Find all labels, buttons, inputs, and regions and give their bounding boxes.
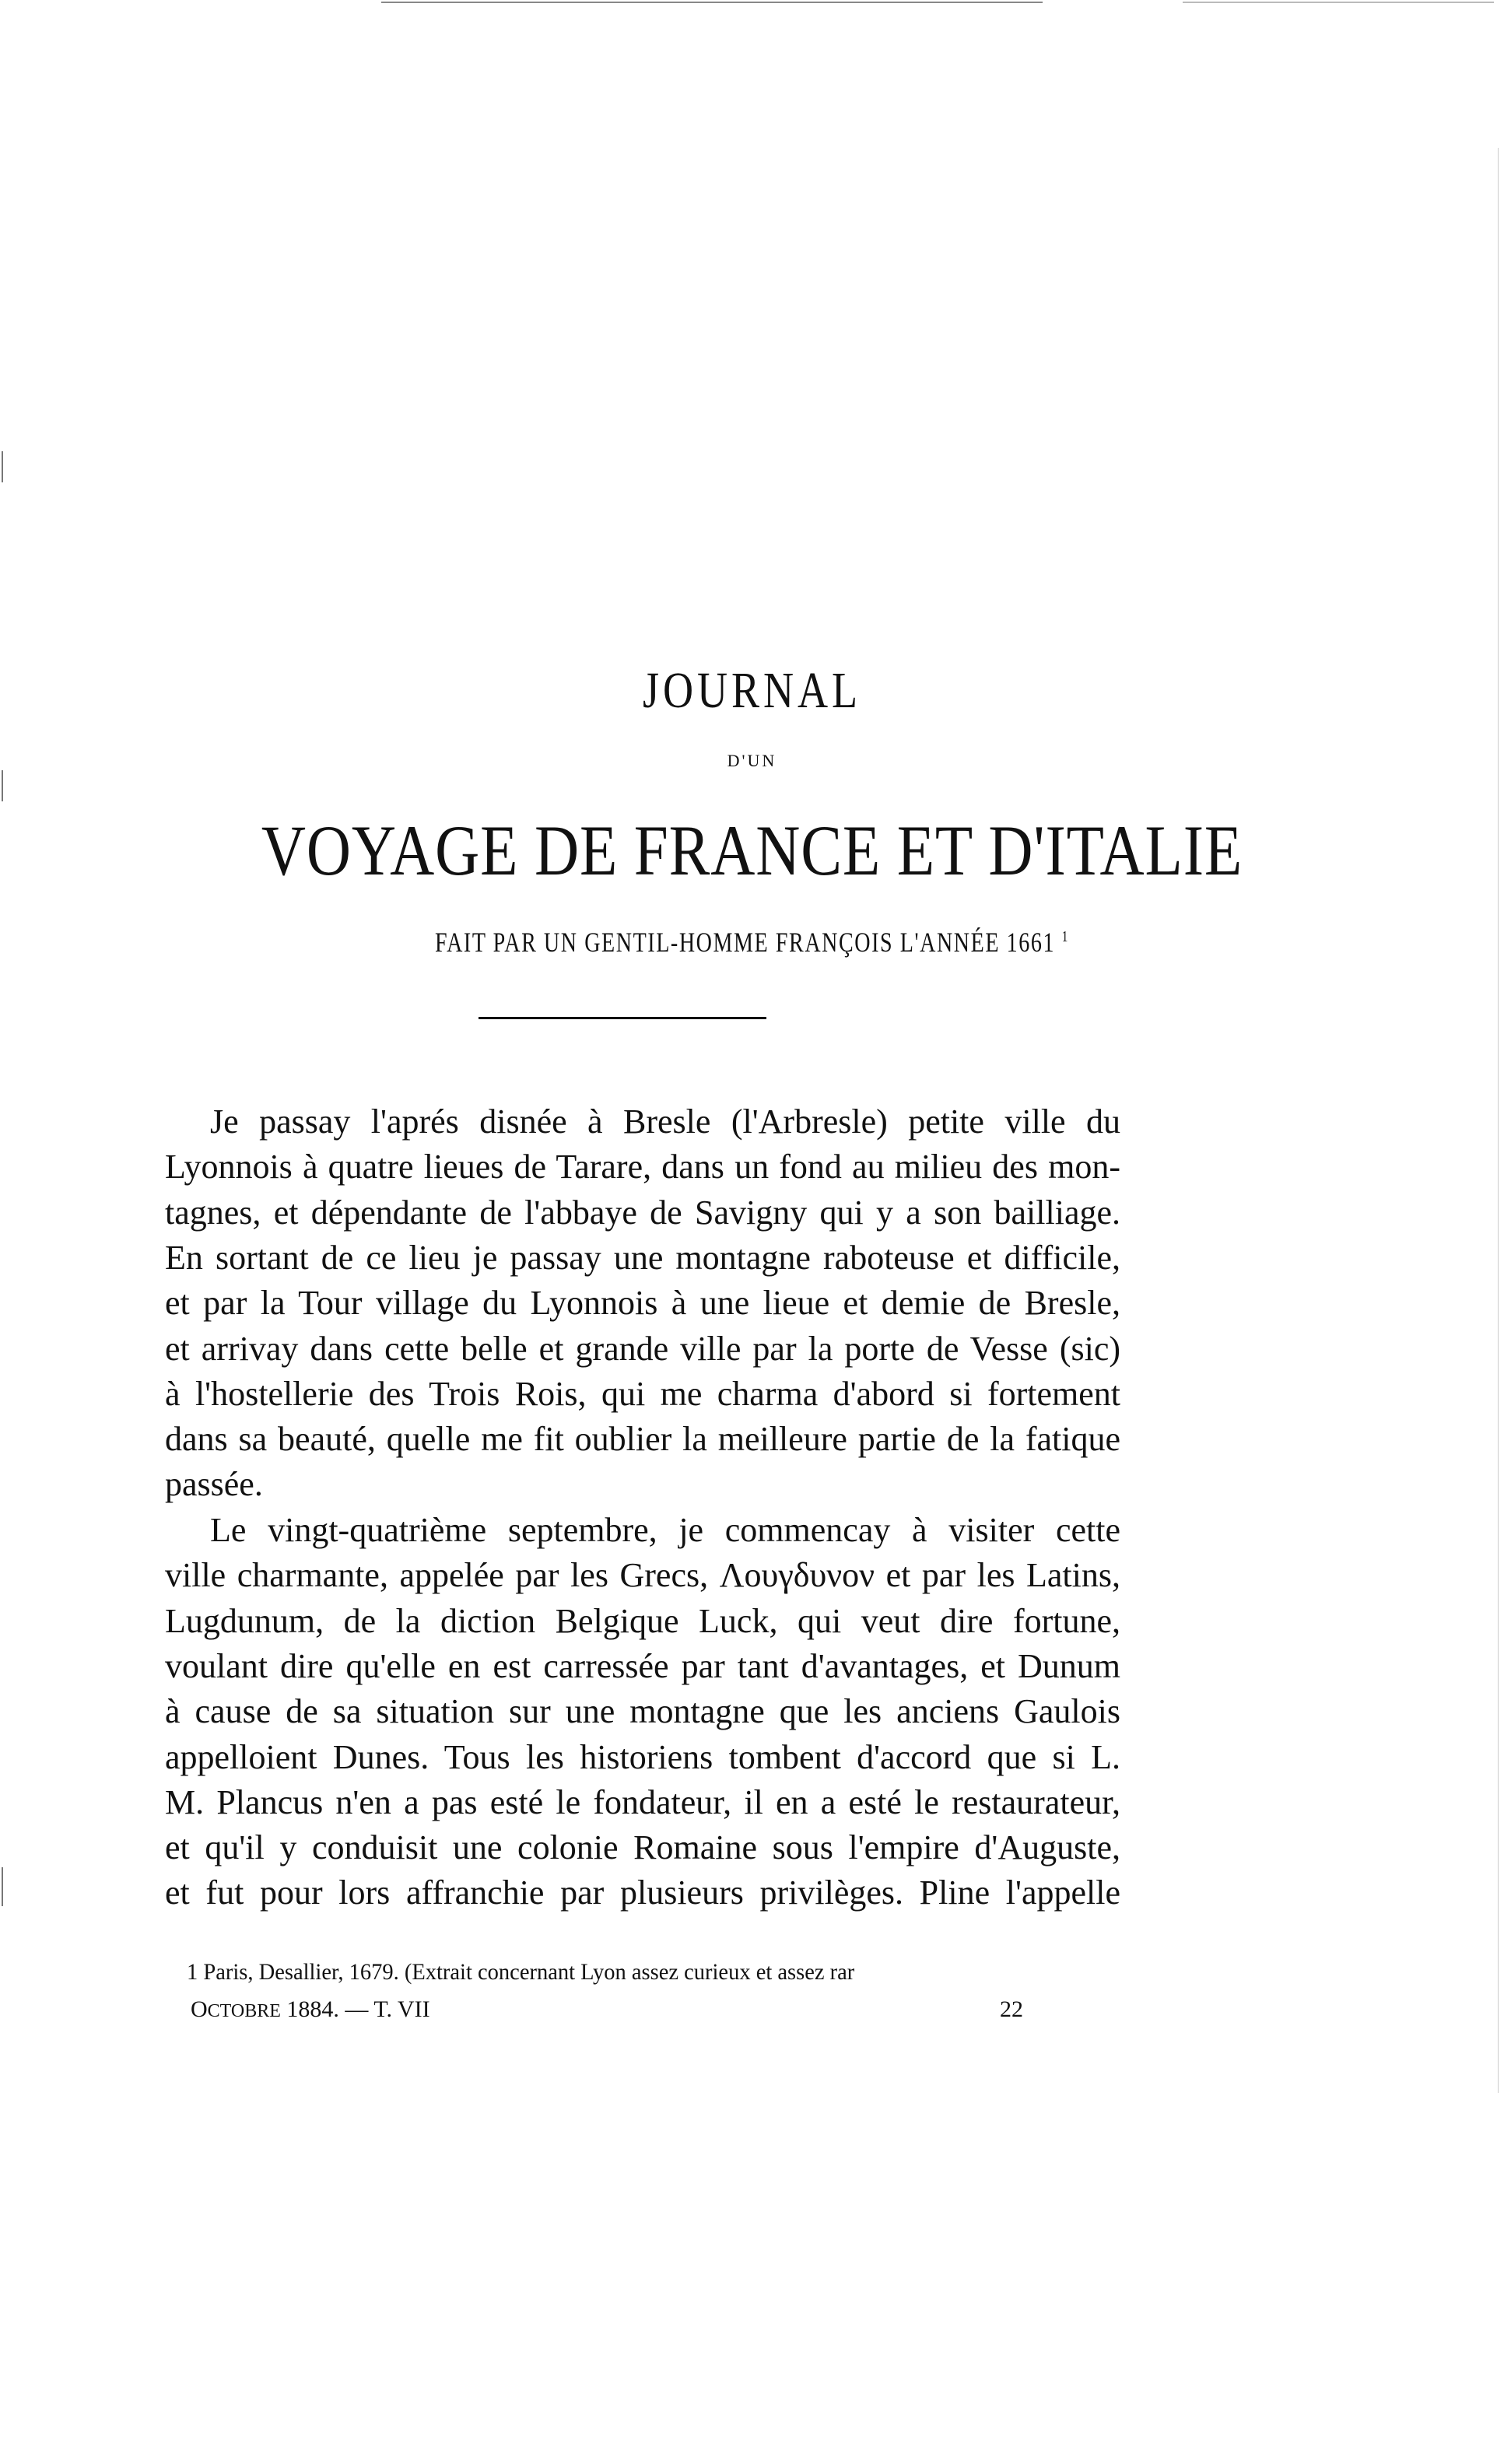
- text-line: appelloient Dunes. Tous les historiens tombent d'accord que si L.: [165, 1737, 1120, 1776]
- text-line: et arrivay dans cette belle et grande ville par la porte de Vesse (sic): [165, 1329, 1120, 1368]
- text-line: M. Plancus n'en a pas esté le fondateur, il en a esté le restaurateur,: [165, 1782, 1120, 1821]
- footer-issue: [191, 1996, 430, 2023]
- page-title: VOYAGE DE FRANCE ET D'ITALIE: [261, 811, 1243, 890]
- signature-number: 22: [1000, 1996, 1023, 2022]
- subtitle-text: FAIT PAR UN GENTIL-HOMME FRANÇOIS L'ANNÉE 1661: [434, 927, 1056, 958]
- text-line: et par la Tour village du Lyonnois à une lieue et demie de Bresle,: [165, 1284, 1120, 1323]
- title-divider: [479, 1017, 766, 1019]
- text-line: Lugdunum, de la diction Belgique Luck, qui veut dire fortune,: [165, 1601, 1120, 1640]
- footnote-ref: 1: [1061, 928, 1069, 945]
- text-line: Lyonnois à quatre lieues de Tarare, dans un fond au milieu des mon-: [165, 1148, 1120, 1186]
- text-line: passée.: [165, 1465, 263, 1504]
- footnote-text: Paris, Desallier, 1679. (Extrait concernant Lyon assez curieux et assez rar: [203, 1959, 855, 1985]
- footnote: [187, 1959, 1044, 1986]
- subtitle: [166, 926, 1339, 959]
- text-line: et qu'il y conduisit une colonie Romaine sous l'empire d'Auguste,: [165, 1828, 1120, 1867]
- text-line: ville charmante, appelée par les Grecs, Λουγδυνον et par les Latins,: [165, 1556, 1120, 1595]
- scan-margin-mark: [2, 1867, 3, 1906]
- footer-month-initial: O: [191, 1996, 208, 2022]
- text-line: tagnes, et dépendante de l'abbaye de Savigny qui y a son bailliage.: [165, 1193, 1120, 1232]
- text-line: Je passay l'aprés disnée à Bresle (l'Arbresle) petite ville du: [210, 1102, 1120, 1141]
- scan-edge-line: [1183, 2, 1494, 3]
- title-journal: JOURNAL: [642, 662, 862, 719]
- title-dun: D'UN: [727, 751, 777, 770]
- text-line: voulant dire qu'elle en est carressée par tant d'avantages, et Dunum: [165, 1646, 1120, 1685]
- text-line: En sortant de ce lieu je passay une montagne raboteuse et difficile,: [165, 1238, 1120, 1277]
- text-line: Le vingt-quatrième septembre, je commencay à visiter cette: [210, 1511, 1120, 1549]
- text-line: dans sa beauté, quelle me fit oublier la meilleure partie de la fatique: [165, 1420, 1120, 1459]
- scan-edge-line: [381, 2, 1043, 3]
- scan-margin-mark: [1498, 148, 1499, 2093]
- scan-margin-mark: [2, 451, 3, 482]
- footer-volume: 1884. — T. VII: [280, 1996, 430, 2022]
- scan-margin-mark: [2, 770, 3, 801]
- footnote-marker: 1: [187, 1959, 198, 1985]
- text-line: et fut pour lors affranchie par plusieurs privilèges. Pline l'appelle: [165, 1873, 1120, 1912]
- footer-month-rest: CTOBRE: [207, 2001, 281, 2021]
- text-line: à l'hostellerie des Trois Rois, qui me charma d'abord si fortement: [165, 1374, 1120, 1413]
- text-line: à cause de sa situation sur une montagne que les anciens Gaulois: [165, 1692, 1120, 1731]
